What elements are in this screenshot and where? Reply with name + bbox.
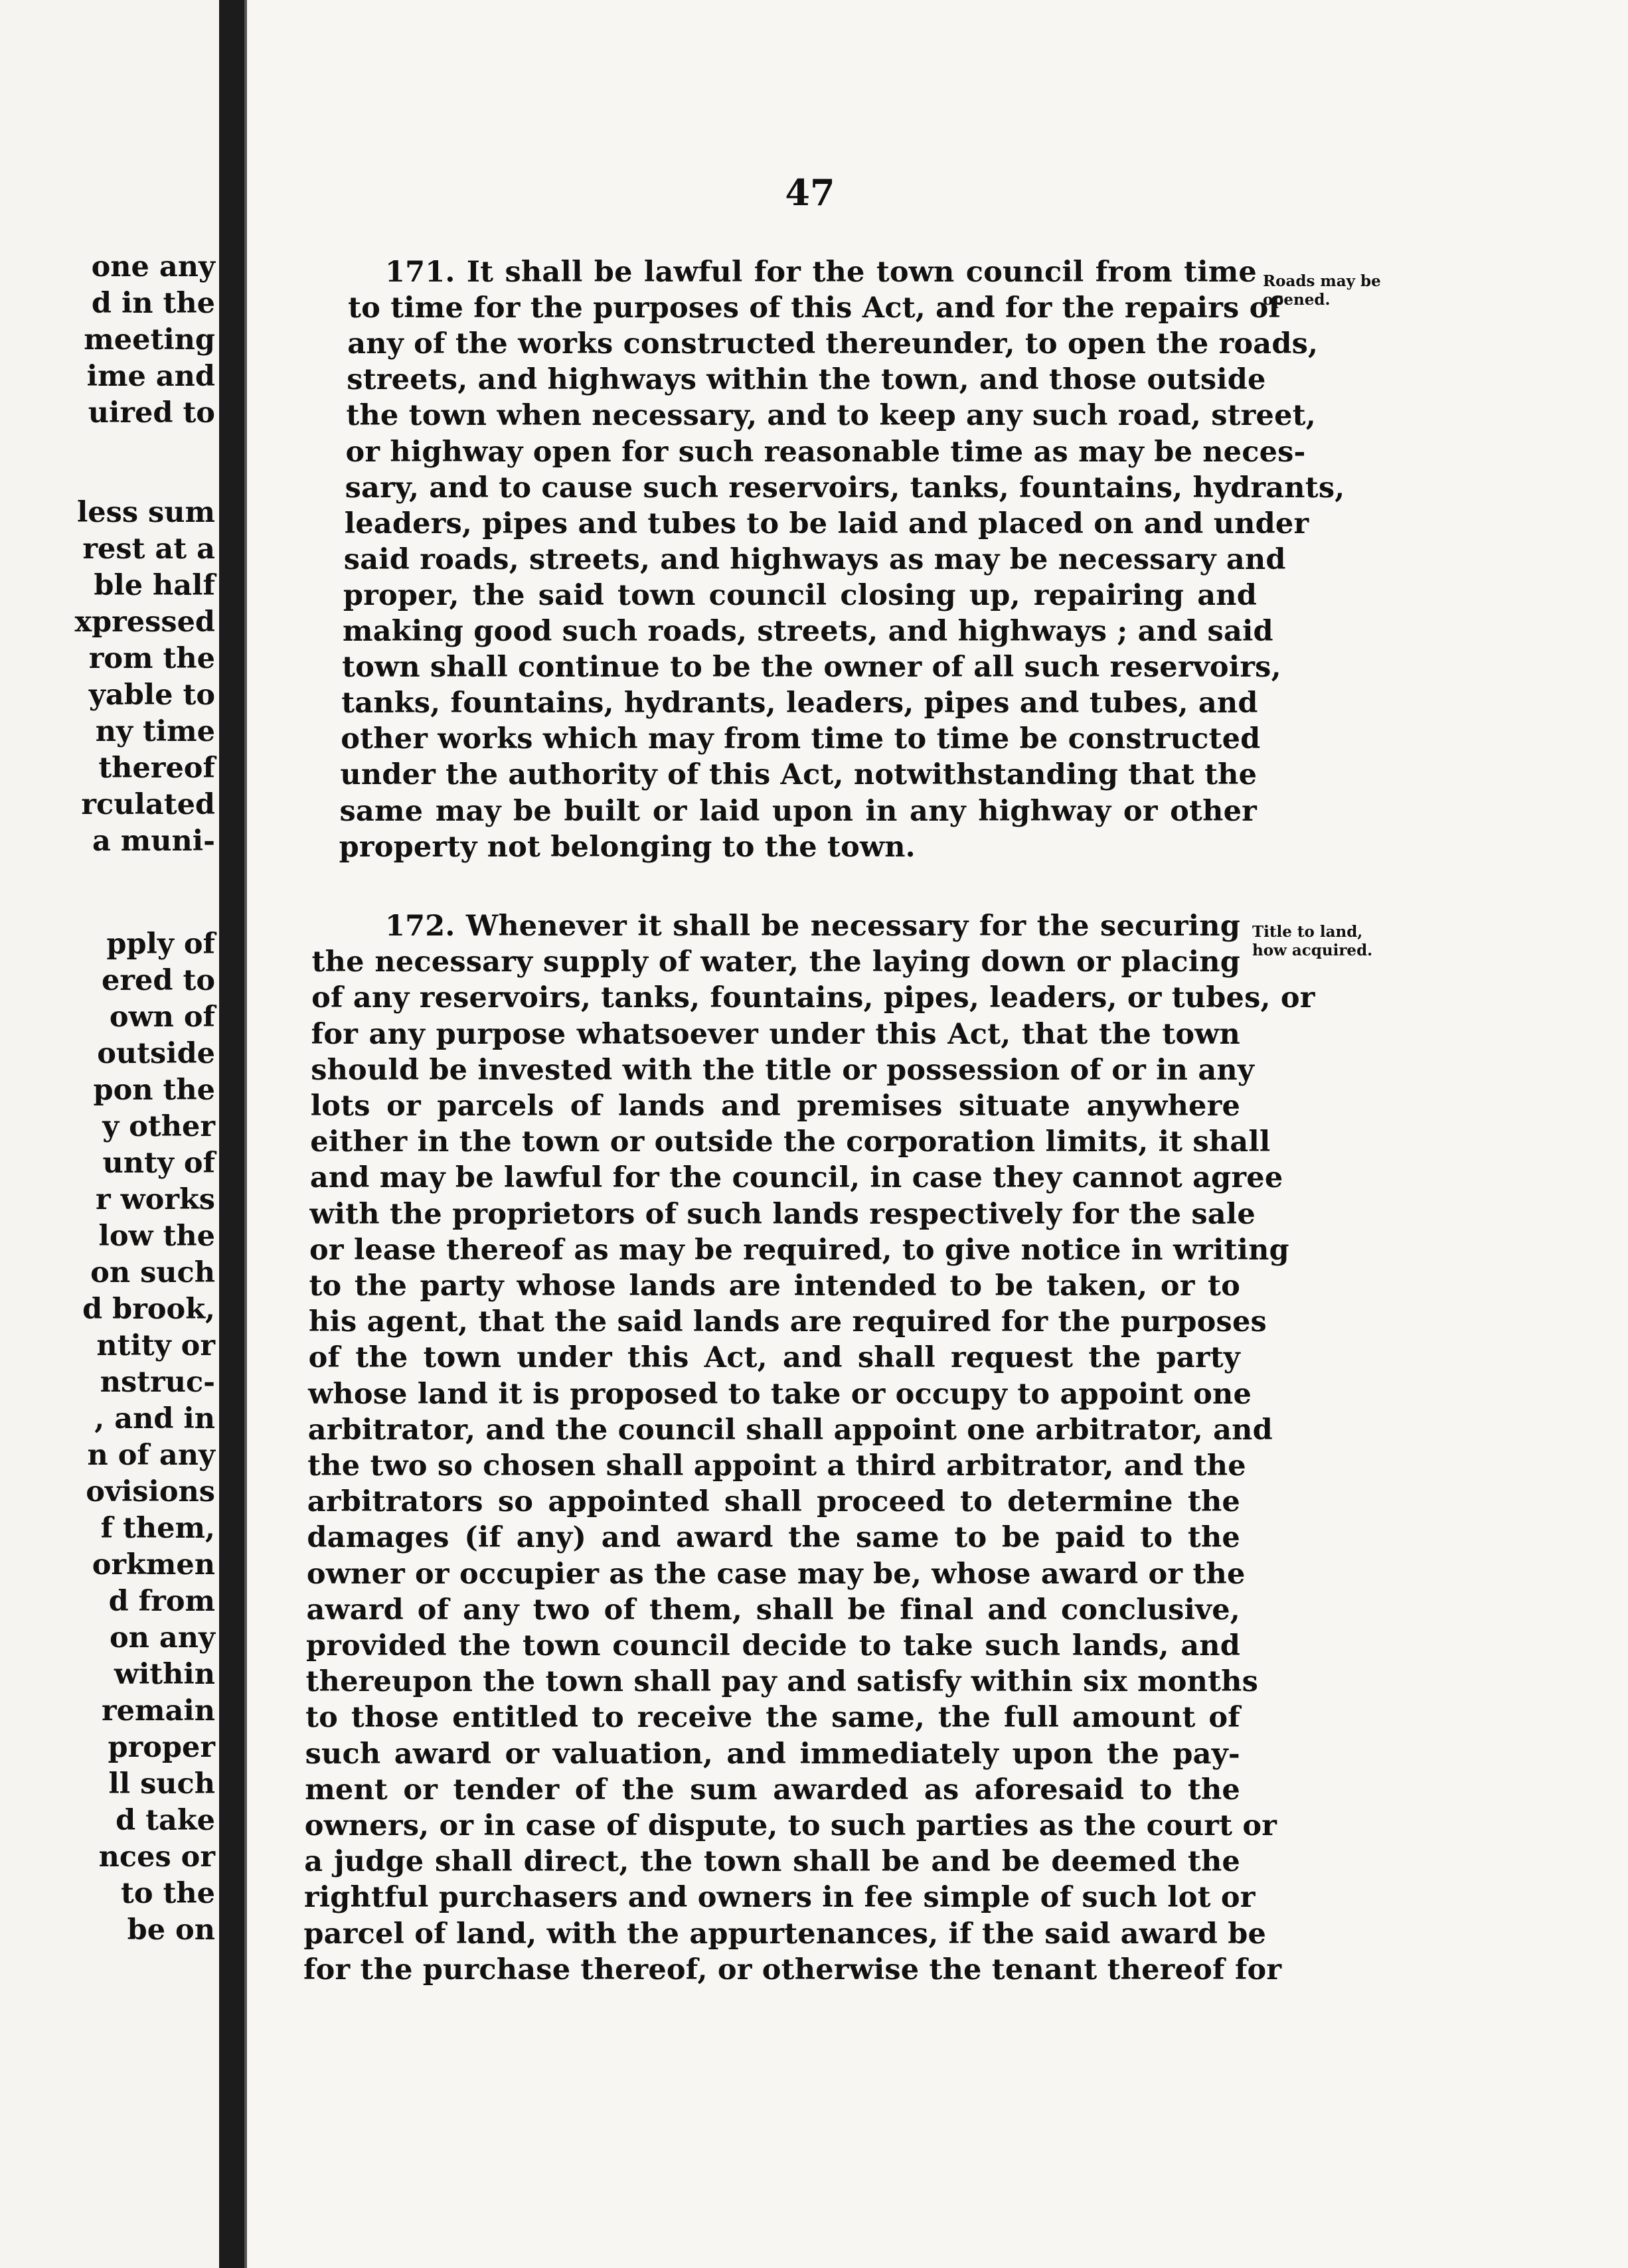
text-line: should be invested with the title or possession of or in any bbox=[311, 1053, 1255, 1087]
facing-page-line: d take bbox=[116, 1804, 215, 1837]
text-line: either in the town or outside the corporation limits, it shall bbox=[310, 1125, 1271, 1159]
text-line: award of any two of them, shall be final and conclusive, bbox=[306, 1593, 1240, 1627]
text-line: leaders, pipes and tubes to be laid and placed on and under bbox=[344, 507, 1309, 540]
text-line: a judge shall direct, the town shall be and be deemed the bbox=[304, 1845, 1240, 1879]
text-line: provided the town council decide to take such lands, and bbox=[306, 1629, 1240, 1662]
text-line: the two so chosen shall appoint a third arbitrator, and the bbox=[307, 1449, 1246, 1483]
facing-page-line: low the bbox=[98, 1220, 215, 1253]
facing-page-line: ble half bbox=[94, 569, 215, 602]
text-line: arbitrators so appointed shall proceed to determine the bbox=[307, 1485, 1240, 1519]
facing-page-line: ered to bbox=[102, 964, 215, 997]
facing-page-line: ny time bbox=[95, 715, 215, 748]
facing-page-line: one any bbox=[91, 250, 215, 284]
text-line: property not belonging to the town. bbox=[339, 830, 916, 864]
text-line: owner or occupier as the case may be, whose award or the bbox=[306, 1557, 1246, 1591]
facing-page-line: proper bbox=[108, 1731, 215, 1764]
marginal-note-line: opened. bbox=[1263, 291, 1331, 309]
text-line: proper, the said town council closing up, repairing and bbox=[343, 578, 1257, 612]
facing-page-line: be on bbox=[127, 1913, 215, 1947]
facing-page-line: orkmen bbox=[92, 1548, 215, 1581]
text-line: to time for the purposes of this Act, and for the repairs of bbox=[348, 291, 1281, 325]
text-line: streets, and highways within the town, and those outside bbox=[347, 363, 1266, 397]
facing-page-line: yable to bbox=[88, 679, 215, 712]
text-line: owners, or in case of dispute, to such parties as the court or bbox=[304, 1809, 1277, 1842]
facing-page-line: meeting bbox=[84, 323, 215, 357]
facing-page-line: d brook, bbox=[82, 1293, 215, 1326]
text-line: such award or valuation, and immediately upon the pay- bbox=[305, 1737, 1240, 1771]
facing-page-line: on such bbox=[90, 1256, 215, 1289]
text-line: or highway open for such reasonable time as may be neces- bbox=[345, 435, 1306, 469]
facing-page-line: n of any bbox=[87, 1439, 215, 1472]
marginal-note-line: how acquired. bbox=[1252, 941, 1373, 959]
facing-page-line: ntity or bbox=[96, 1329, 215, 1362]
text-line: rightful purchasers and owners in fee simple of such lot or bbox=[303, 1881, 1256, 1915]
text-line: ment or tender of the sum awarded as aforesaid to the bbox=[305, 1773, 1240, 1807]
facing-page-line: on any bbox=[109, 1621, 215, 1655]
facing-page-line: xpressed bbox=[74, 606, 215, 639]
text-line: other works which may from time to time be constructed bbox=[341, 722, 1261, 756]
text-line: thereupon the town shall pay and satisfy within six months bbox=[305, 1665, 1259, 1699]
text-line: with the proprietors of such lands respectively for the sale bbox=[309, 1197, 1256, 1231]
facing-page-line: ime and bbox=[86, 360, 215, 393]
facing-page-line: a muni- bbox=[92, 825, 215, 858]
facing-page-line: rest at a bbox=[82, 532, 215, 566]
marginal-note bbox=[1252, 923, 1372, 960]
facing-page-line: uired to bbox=[88, 396, 215, 430]
facing-page-line: within bbox=[114, 1658, 215, 1691]
text-line: to those entitled to receive the same, the full amount of bbox=[305, 1701, 1240, 1735]
facing-page-line: rom the bbox=[88, 642, 215, 675]
text-line: sary, and to cause such reservoirs, tanks, fountains, hydrants, bbox=[345, 471, 1345, 505]
text-line: for any purpose whatsoever under this Act, that the town bbox=[311, 1017, 1240, 1051]
text-line: said roads, streets, and highways as may be necessary and bbox=[343, 542, 1286, 576]
text-line: the necessary supply of water, the laying down or placing bbox=[311, 945, 1240, 979]
marginal-note-line: Title to land, bbox=[1252, 923, 1363, 941]
text-line: the town when necessary, and to keep any such road, street, bbox=[346, 399, 1316, 433]
facing-page-line: ovisions bbox=[86, 1475, 215, 1508]
marginal-note-line: Roads may be bbox=[1263, 272, 1381, 290]
facing-page-line: nces or bbox=[98, 1840, 215, 1874]
text-line: under the authority of this Act, notwithstanding that the bbox=[340, 758, 1258, 792]
page-number: 47 bbox=[785, 171, 835, 214]
text-line: 172. Whenever it shall be necessary for the securing bbox=[385, 910, 1240, 943]
text-line: for the purchase thereof, or otherwise the tenant thereof for bbox=[303, 1953, 1282, 1986]
facing-page-line: remain bbox=[102, 1694, 215, 1728]
text-line: or lease thereof as may be required, to give notice in writing bbox=[309, 1233, 1289, 1267]
text-line: of any reservoirs, tanks, fountains, pipes, leaders, or tubes, or bbox=[311, 981, 1315, 1015]
text-line: 171. It shall be lawful for the town council from time bbox=[385, 256, 1257, 289]
facing-page-line: rculated bbox=[81, 788, 215, 821]
facing-page-line: , and in bbox=[94, 1402, 215, 1435]
text-line: tanks, fountains, hydrants, leaders, pipes and tubes, and bbox=[341, 687, 1258, 720]
facing-page-line: own of bbox=[109, 1001, 215, 1034]
text-line: any of the works constructed thereunder, to open the roads, bbox=[347, 327, 1319, 361]
text-line: whose land it is proposed to take or occupy to appoint one bbox=[308, 1377, 1252, 1411]
facing-page-line: nstruc- bbox=[100, 1366, 215, 1399]
facing-page-line: pply of bbox=[106, 928, 215, 961]
facing-page-fragment bbox=[0, 0, 219, 2268]
text-line: parcel of land, with the appurtenances, if the said award be bbox=[303, 1917, 1267, 1951]
marginal-note bbox=[1263, 272, 1381, 309]
facing-page-line: d in the bbox=[91, 287, 215, 320]
text-line: town shall continue to be the owner of all such reservoirs, bbox=[342, 651, 1281, 685]
facing-page-line: less sum bbox=[76, 496, 215, 529]
facing-page-line: d from bbox=[108, 1585, 215, 1618]
facing-page-line: f them, bbox=[100, 1512, 215, 1545]
text-line: his agent, that the said lands are required for the purposes bbox=[309, 1305, 1267, 1339]
facing-page-line: thereof bbox=[98, 752, 215, 785]
facing-page-line: r works bbox=[96, 1183, 215, 1216]
facing-page-line: pon the bbox=[93, 1074, 215, 1107]
facing-page-line: outside bbox=[97, 1037, 215, 1070]
text-line: damages (if any) and award the same to be paid to the bbox=[307, 1521, 1240, 1555]
facing-page-line: unty of bbox=[102, 1147, 215, 1180]
text-line: arbitrator, and the council shall appoint one arbitrator, and bbox=[307, 1413, 1273, 1447]
facing-page-line: ll such bbox=[108, 1767, 215, 1801]
text-line: making good such roads, streets, and highways ; and said bbox=[343, 615, 1273, 648]
text-line: lots or parcels of lands and premises situate anywhere bbox=[310, 1090, 1240, 1123]
text-line: of the town under this Act, and shall request the party bbox=[308, 1341, 1240, 1375]
facing-page-line: to the bbox=[121, 1877, 215, 1910]
text-line: and may be lawful for the council, in case they cannot agree bbox=[309, 1161, 1283, 1195]
facing-page-line: y other bbox=[102, 1110, 215, 1143]
text-line: same may be built or laid upon in any highway or other bbox=[339, 794, 1257, 828]
text-line: to the party whose lands are intended to be taken, or to bbox=[309, 1269, 1240, 1303]
